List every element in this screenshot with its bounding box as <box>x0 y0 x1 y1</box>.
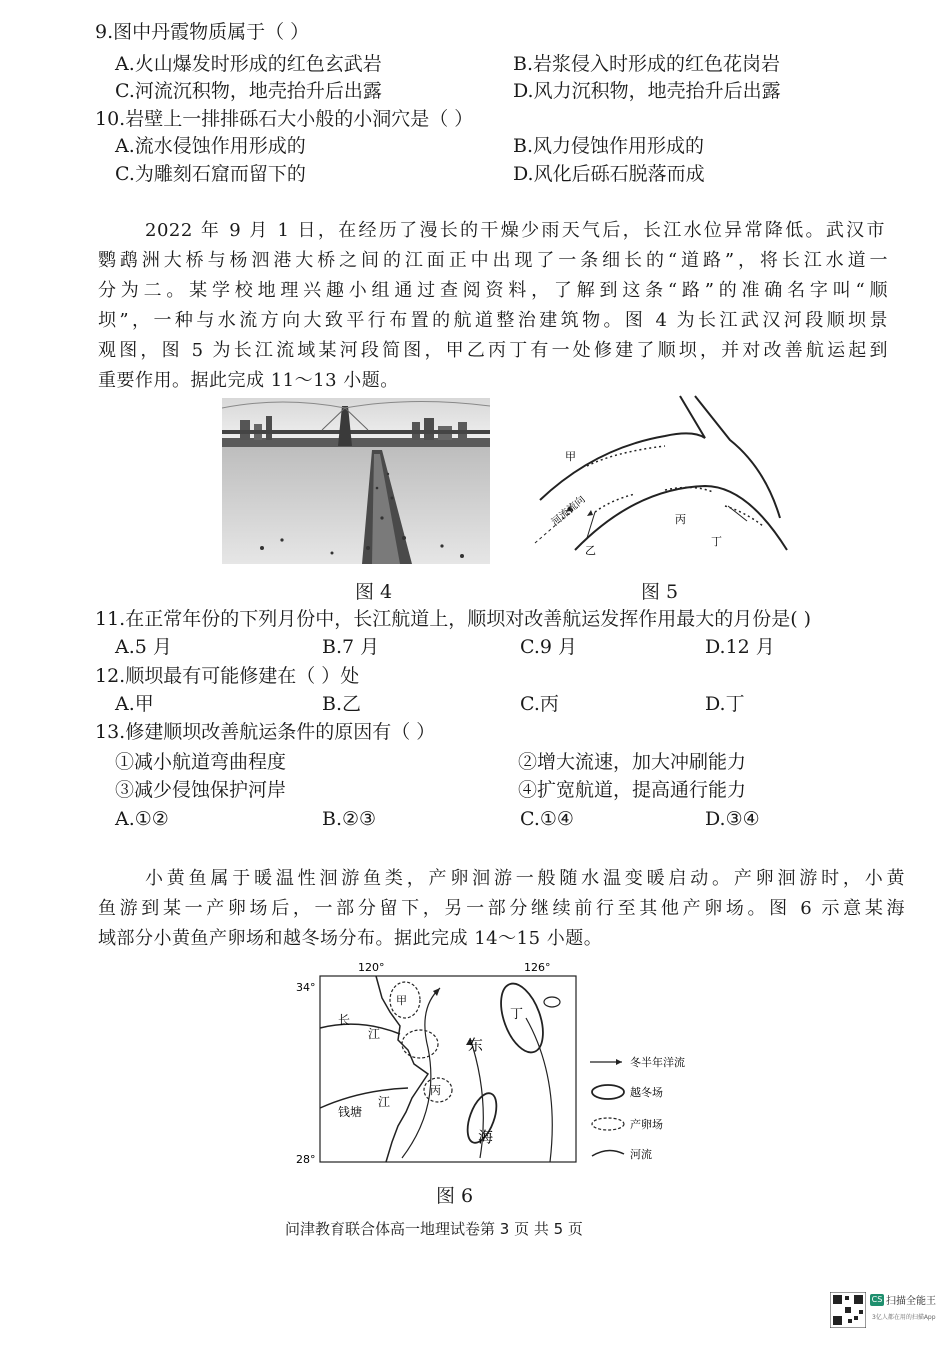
q12-option-b: B.乙 <box>322 693 362 715</box>
q13-statement-1: ①减小航道弯曲程度 <box>115 751 287 773</box>
q13-option-b: B.②③ <box>322 808 377 830</box>
label-bing: 丙 <box>430 1084 441 1097</box>
legend-river: 河流 <box>630 1148 652 1161</box>
scanner-tagline: 3亿人都在用的扫描App <box>872 1314 936 1321</box>
q12-option-a: A.甲 <box>115 693 154 715</box>
figure-4-photo <box>222 398 490 564</box>
q13-option-a: A.①② <box>115 808 169 830</box>
figure-5-river-diagram <box>525 388 810 568</box>
label-jiang2: 江 <box>378 1095 391 1109</box>
label-lat-34: 34° <box>296 981 316 994</box>
label-chang: 长 <box>338 1013 351 1027</box>
q11-option-a: A.5 月 <box>115 636 172 658</box>
label-jia: 甲 <box>565 450 576 463</box>
legend-current: 冬半年洋流 <box>630 1056 685 1069</box>
yangtze-river <box>320 1024 400 1034</box>
q9-option-a: A.火山爆发时形成的红色玄武岩 <box>115 53 382 75</box>
label-yi: 乙 <box>585 544 596 557</box>
figure-5-caption: 图 5 <box>641 581 679 603</box>
scanner-logo-badge: CS <box>871 1295 883 1304</box>
label-lon-120: 120° <box>358 961 385 974</box>
q13-statement-3: ③减少侵蚀保护河岸 <box>115 779 287 801</box>
label-ding: 丁 <box>510 1007 524 1022</box>
label-hai: 海 <box>478 1128 494 1146</box>
q13-statement-4: ④扩宽航道，提高通行能力 <box>518 779 747 801</box>
q11-option-c: C.9 月 <box>520 636 578 658</box>
passage1-line2: 鹦鹉洲大桥与杨泗港大桥之间的江面正中出现了一条细长的“道路”，将长江水道一 <box>98 250 888 271</box>
q9-stem: 9.图中丹霞物质属于（ ） <box>95 21 310 43</box>
label-lat-28: 28° <box>296 1153 316 1166</box>
scanner-watermark <box>830 1288 942 1332</box>
label-bing: 丙 <box>675 513 686 526</box>
page-footer: 问津教育联合体高一地理试卷第 3 页 共 5 页 <box>285 1220 583 1238</box>
qr-code-icon <box>830 1292 866 1328</box>
q10-option-c: C.为雕刻石窟而留下的 <box>115 163 306 185</box>
scanner-app-name: 扫描全能王 <box>886 1296 936 1307</box>
legend-spawning: 产卵场 <box>630 1118 663 1131</box>
passage1-line5: 观图，图 5 为长江流域某河段简图，甲乙丙丁有一处修建了顺坝，并对改善航运起到 <box>98 340 888 361</box>
q13-stem: 13.修建顺坝改善航运条件的原因有（ ） <box>95 721 436 743</box>
q10-option-b: B.风力侵蚀作用形成的 <box>513 135 705 157</box>
q13-option-d: D.③④ <box>705 808 760 830</box>
q9-option-d: D.风力沉积物，地壳抬升后出露 <box>513 80 781 102</box>
passage1-line1: 2022 年 9 月 1 日，在经历了漫长的干燥少雨天气后，长江水位异常降低。武汉市 <box>145 220 885 241</box>
q12-option-d: D.丁 <box>705 693 745 715</box>
q13-option-c: C.①④ <box>520 808 574 830</box>
label-qiantang: 钱塘 <box>338 1105 363 1119</box>
label-jia: 甲 <box>396 994 407 1007</box>
passage1-line6: 重要作用。据此完成 11～13 小题。 <box>98 370 399 391</box>
passage2-line1: 小黄鱼属于暖温性洄游鱼类，产卵洄游一般随水温变暖启动。产卵洄游时，小黄 <box>145 868 905 889</box>
passage1-line4: 坝”，一种与水流方向大致平行布置的航道整治建筑物。图 4 为长江武汉河段顺坝景 <box>98 310 888 331</box>
q12-option-c: C.丙 <box>520 693 559 715</box>
q10-option-d: D.风化后砾石脱落而成 <box>513 163 705 185</box>
q11-option-d: D.12 月 <box>705 636 775 658</box>
legend-wintering: 越冬场 <box>630 1086 663 1099</box>
label-lon-126: 126° <box>524 961 551 974</box>
passage1-line3: 分为二。某学校地理兴趣小组通过查阅资料，了解到这条“路”的准确名字叫“顺 <box>98 280 888 301</box>
passage2-line2: 鱼游到某一产卵场后，一部分留下，另一部分继续前行至其他产卵场。图 6 示意某海 <box>98 898 905 919</box>
q11-stem: 11.在正常年份的下列月份中，长江航道上，顺坝对改善航运发挥作用最大的月份是( ) <box>95 608 812 630</box>
q10-stem: 10.岩壁上一排排砾石大小般的小洞穴是（ ） <box>95 108 474 130</box>
label-ding: 丁 <box>711 535 722 548</box>
label-dong: 东 <box>468 1036 484 1054</box>
label-jiang: 江 <box>368 1027 381 1041</box>
qiantang-river <box>320 1088 408 1108</box>
figure-6-caption: 图 6 <box>436 1185 474 1207</box>
legend <box>590 1055 685 1161</box>
river-banks <box>540 396 787 550</box>
q11-option-b: B.7 月 <box>322 636 380 658</box>
map-frame <box>320 976 576 1162</box>
passage2-line3: 域部分小黄鱼产卵场和越冬场分布。据此完成 14～15 小题。 <box>98 928 603 949</box>
q13-statement-2: ②增大流速，加大冲刷能力 <box>518 751 747 773</box>
label-flow-direction: 河流流向 <box>549 494 588 529</box>
q9-option-c: C.河流沉积物，地壳抬升后出露 <box>115 80 382 102</box>
q9-option-b: B.岩浆侵入时形成的红色花岗岩 <box>513 53 781 75</box>
figure-4-caption: 图 4 <box>355 581 393 603</box>
q12-stem: 12.顺坝最有可能修建在（ ）处 <box>95 665 360 687</box>
figure-6-map <box>290 958 700 1173</box>
q10-option-a: A.流水侵蚀作用形成的 <box>115 135 306 157</box>
